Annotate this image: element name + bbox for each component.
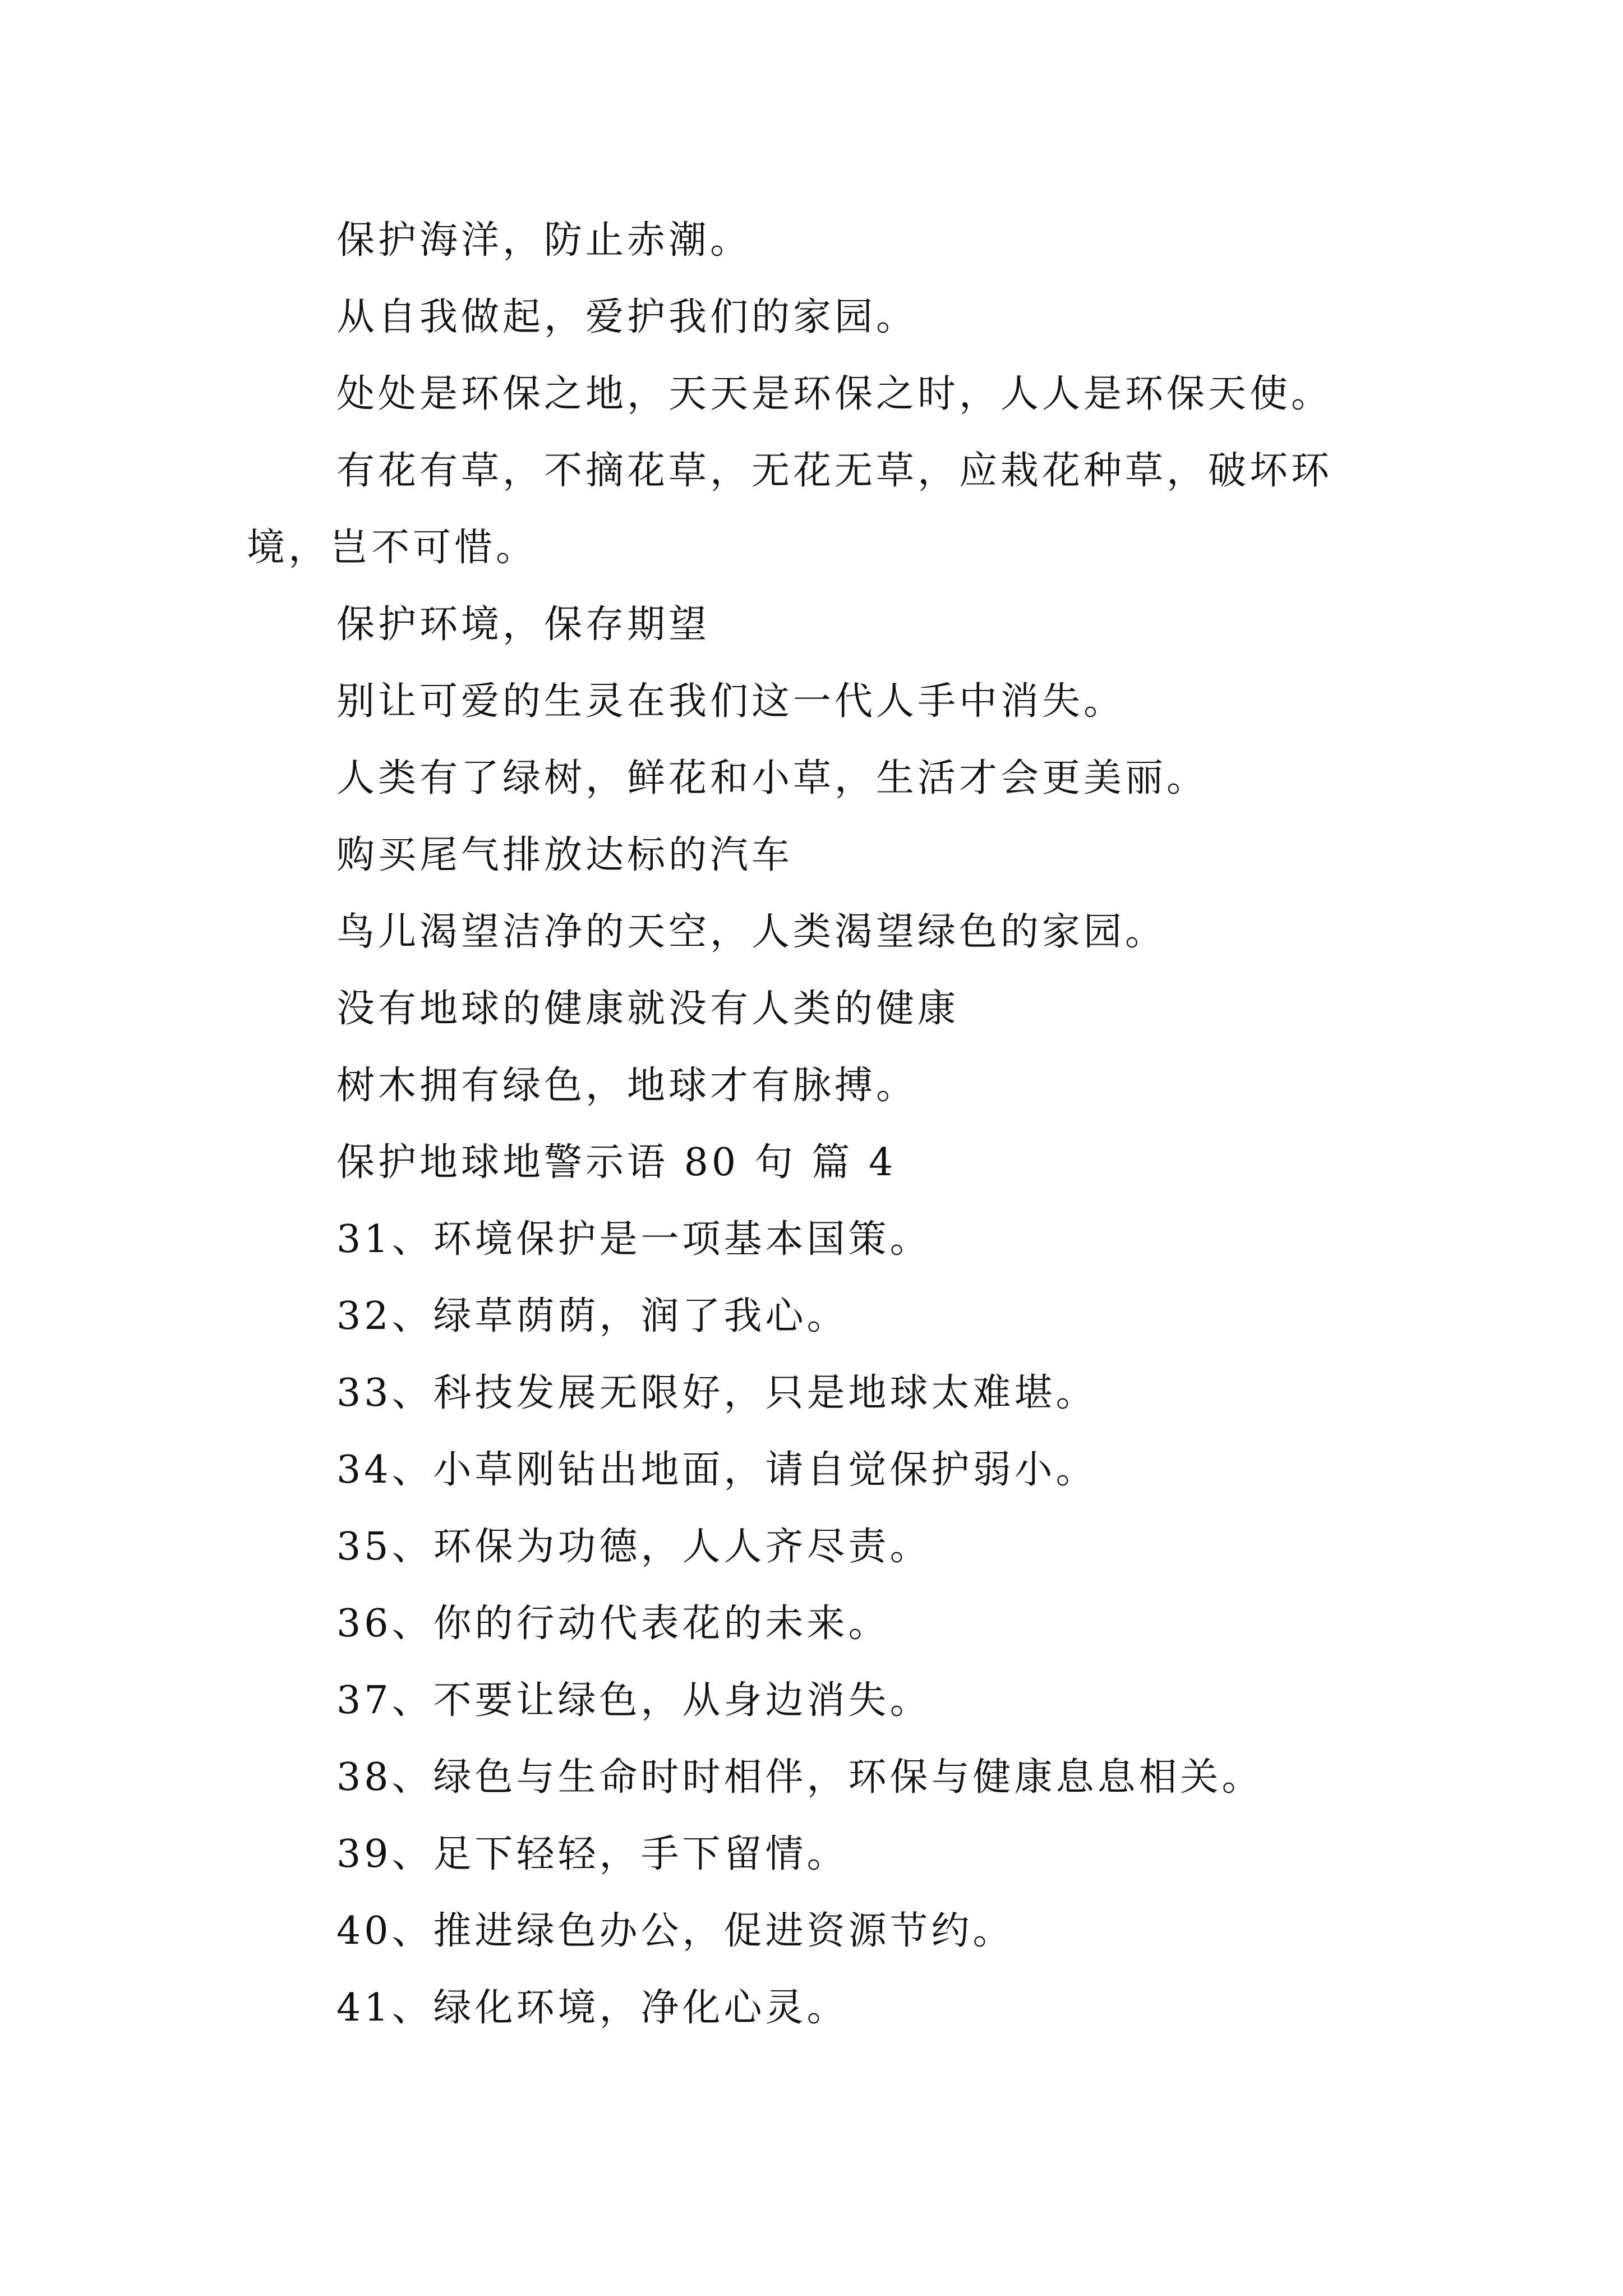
list-item: 38、绿色与生命时时相伴，环保与健康息息相关。 [336,1755,1264,1800]
text-line: 保护海洋，防止赤潮。 [336,218,752,263]
paragraph-first-line: 有花有草，不摘花草，无花无草，应栽花种草，破坏环 [336,449,1333,493]
document-body [247,202,1424,2046]
paragraph-continuation-line: 境，岂不可惜。 [247,526,538,570]
list-item: 36、你的行动代表花的未来。 [336,1602,890,1646]
text-line: 别让可爱的生灵在我们这一代人手中消失。 [336,679,1126,724]
wrapped-paragraph [247,432,1424,586]
text-line: 处处是环保之地，天天是环保之时，人人是环保天使。 [336,372,1333,416]
text-line: 人类有了绿树，鲜花和小草，生活才会更美丽。 [336,756,1209,800]
text-line: 保护环境，保存期望 [336,602,711,647]
list-item: 35、环保为功德，人人齐尽责。 [336,1525,932,1569]
text-line: 购买尾气排放达标的汽车 [336,833,794,877]
list-item: 31、环境保护是一项基本国策。 [336,1217,932,1262]
text-line: 鸟儿渴望洁净的天空，人类渴望绿色的家园。 [336,910,1167,954]
list-item: 37、不要让绿色，从身边消失。 [336,1678,932,1723]
list-item: 33、科技发展无限好，只是地球太难堪。 [336,1371,1098,1415]
list-item: 40、推进绿色办公，促进资源节约。 [336,1909,1015,1953]
list-item: 32、绿草荫荫，润了我心。 [336,1294,849,1338]
text-line: 没有地球的健康就没有人类的健康 [336,987,960,1031]
list-item: 39、足下轻轻，手下留情。 [336,1832,849,1876]
list-item: 41、绿化环境，净化心灵。 [336,1986,849,2030]
text-line: 树木拥有绿色，地球才有脉搏。 [336,1064,918,1108]
section-heading: 保护地球地警示语 80 句 篇 4 [336,1140,897,1185]
list-item: 34、小草刚钻出地面，请自觉保护弱小。 [336,1448,1098,1492]
text-line: 从自我做起，爱护我们的家园。 [336,295,918,339]
